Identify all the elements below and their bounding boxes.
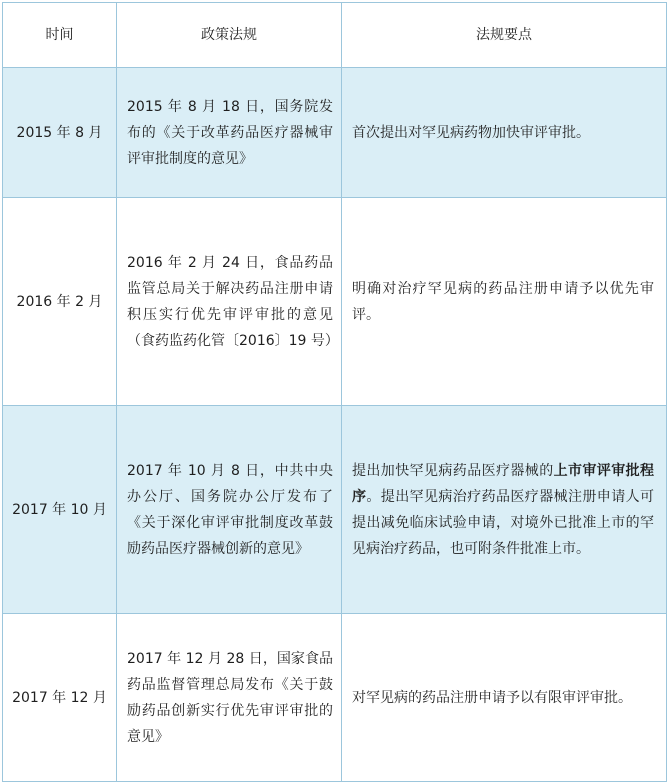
cell-policy: 2017 年 10 月 8 日，中共中央办公厅、国务院办公厅发布了《关于深化审评审批制度改革鼓励药品医疗器械创新的意见》 [117,406,342,614]
cell-time: 2016 年 2 月 [3,198,117,406]
points-text: 对罕见病的药品注册申请予以有限审评审批。 [352,689,632,706]
cell-points [342,406,667,614]
header-time: 时间 [3,3,117,68]
header-points: 法规要点 [342,3,667,68]
table-row [3,198,667,406]
table-header-row [3,3,667,68]
cell-policy: 2015 年 8 月 18 日，国务院发布的《关于改革药品医疗器械审评审批制度的意见》 [117,68,342,198]
cell-policy: 2017 年 12 月 28 日，国家食品药品监督管理总局发布《关于鼓励药品创新实行优先审评审批的意见》 [117,614,342,782]
points-emphasis: 上市审评审批程序 [352,462,655,505]
cell-points [342,614,667,782]
points-text: 明确对治疗罕见病的药品注册申请予以优先审评。 [352,280,654,323]
cell-policy: 2016 年 2 月 24 日，食品药品监管总局关于解决药品注册申请积压实行优先审评审批的意见（食药监药化管〔2016〕19 号） [117,198,342,406]
table-row [3,614,667,782]
cell-points [342,198,667,406]
cell-points [342,68,667,198]
points-text: 首次提出对罕见病药物加快审评审批。 [352,124,590,141]
table-row [3,406,667,614]
points-text: 提出加快罕见病药品医疗器械的 [352,462,554,479]
cell-time: 2017 年 10 月 [3,406,117,614]
header-policy: 政策法规 [117,3,342,68]
policy-table [2,2,667,782]
cell-time: 2015 年 8 月 [3,68,117,198]
cell-time: 2017 年 12 月 [3,614,117,782]
points-text-continued: 。提出罕见病治疗药品医疗器械注册申请人可提出减免临床试验申请，对境外已批准上市的罕见病治疗药品，也可附条件批准上市。 [352,488,655,557]
table-row [3,68,667,198]
